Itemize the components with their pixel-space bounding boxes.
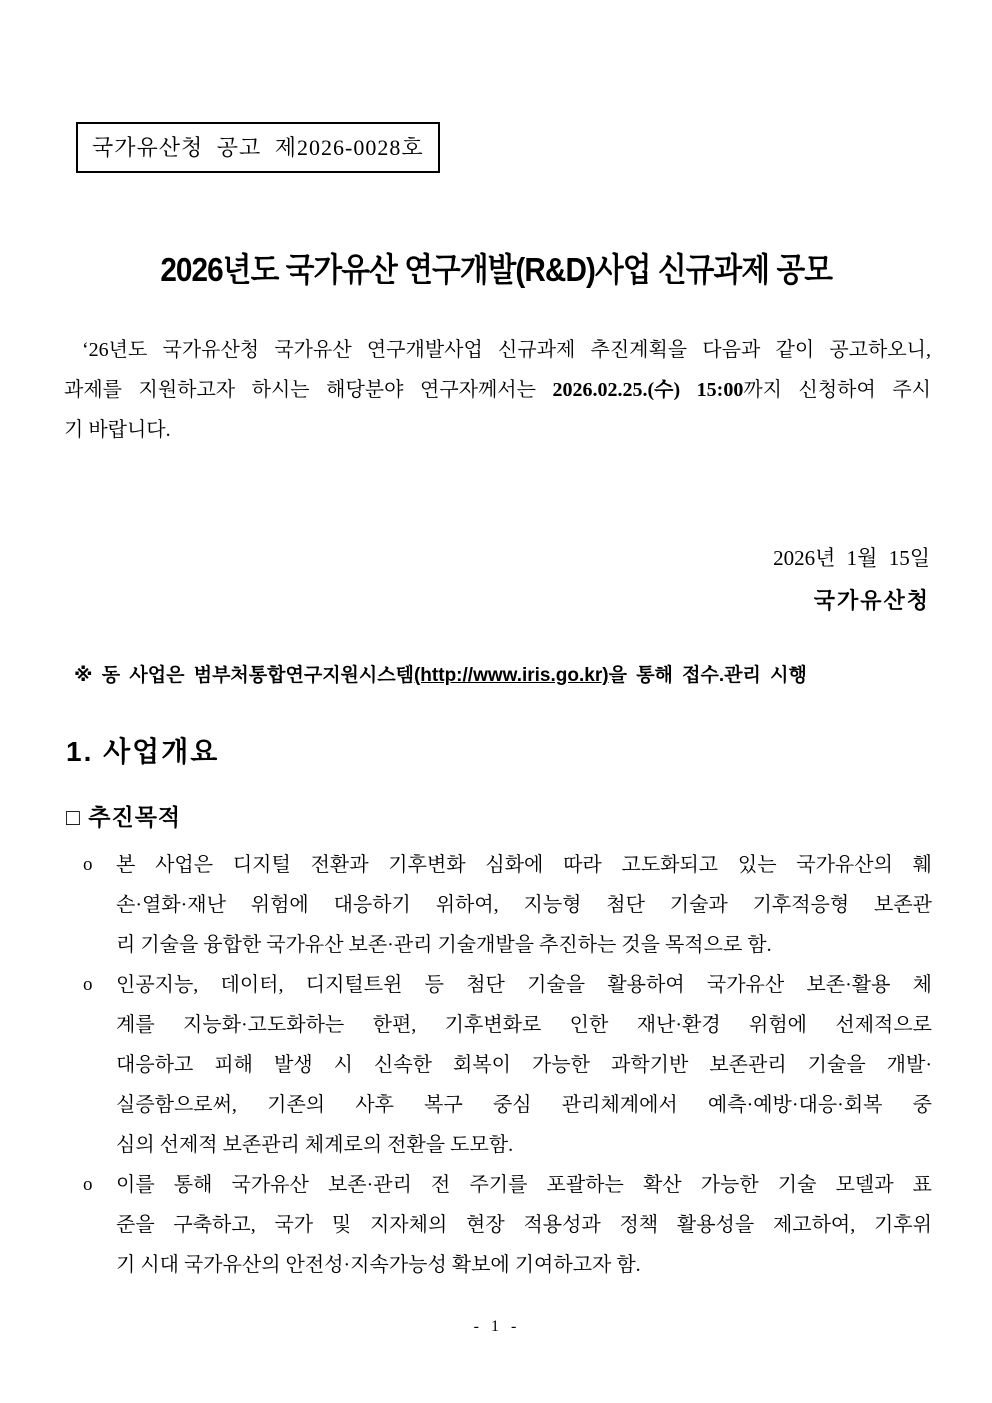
bullet-text <box>116 845 932 965</box>
bullet-text <box>116 1165 932 1285</box>
section-heading: 1. 사업개요 <box>66 736 220 767</box>
note-post: 을 통해 접수.관리 시행 <box>608 665 807 686</box>
title-wrap <box>0 244 992 291</box>
note-pre: ※ 동 사업은 범부처통합연구지원시스템 <box>74 665 414 686</box>
bullet-marker: o <box>83 854 93 875</box>
intro-paragraph <box>64 330 931 450</box>
bullet-marker: o <box>83 974 93 995</box>
bullet-text <box>116 965 932 1165</box>
submission-note <box>74 660 934 687</box>
bullet-line: 리 기술을 융합한 국가유산 보존·관리 기술개발을 추진하는 것을 목적으로 함. <box>116 934 772 956</box>
intro-line-post: 까지 신청하여 주시 <box>743 379 931 401</box>
bullet-marker: o <box>83 1174 93 1195</box>
iris-link[interactable]: (http://www.iris.go.kr) <box>413 665 609 686</box>
bullet-list <box>64 845 932 1285</box>
bullet-line: 이를 통해 국가유산 보존·관리 전 주기를 포괄하는 확산 가능한 기술 모델과 표 <box>116 1174 932 1196</box>
submission-deadline: 2026.02.25.(수) 15:00 <box>552 379 744 401</box>
bullet-line: 기 시대 국가유산의 안전성·지속가능성 확보에 기여하고자 함. <box>116 1254 641 1276</box>
page-number: - 1 - <box>473 1318 519 1335</box>
bullet-line: 준을 구축하고, 국가 및 지자체의 현장 적용성과 정책 활용성을 제고하여, 기후위 <box>116 1214 932 1236</box>
bullet-line: 인공지능, 데이터, 디지털트윈 등 첨단 기술을 활용하여 국가유산 보존·활용 체 <box>116 974 932 996</box>
bullet-item <box>64 1165 932 1285</box>
notice-number-box <box>76 122 440 173</box>
intro-line-pre: 과제를 지원하고자 하시는 해당분야 연구자께서는 <box>64 379 553 401</box>
bullet-item <box>64 965 932 1165</box>
intro-line <box>64 370 931 410</box>
intro-line: ‘26년도 국가유산청 국가유산 연구개발사업 신규과제 추진계획을 다음과 같이 공고하오니, <box>82 339 931 361</box>
bullet-line: 대응하고 피해 발생 시 신속한 회복이 가능한 과학기반 보존관리 기술을 개발· <box>116 1054 932 1076</box>
issuing-agency: 국가유산청 <box>813 588 930 613</box>
announcement-date: 2026년 1월 15일 <box>773 546 930 570</box>
subsection-heading: □ 추진목적 <box>66 804 182 830</box>
notice-number: 국가유산청 공고 제2026-0028호 <box>92 135 424 160</box>
bullet-line: 심의 선제적 보존관리 체계로의 전환을 도모함. <box>116 1134 514 1156</box>
bullet-line: 본 사업은 디지털 전환과 기후변화 심화에 따라 고도화되고 있는 국가유산의 훼 <box>116 854 932 876</box>
page-title: 2026년도 국가유산 연구개발(R&D)사업 신규과제 공모 <box>160 251 832 288</box>
bullet-line: 실증함으로써, 기존의 사후 복구 중심 관리체계에서 예측·예방·대응·회복 중 <box>116 1094 932 1116</box>
bullet-line: 계를 지능화·고도화하는 한편, 기후변화로 인한 재난·환경 위험에 선제적으로 <box>116 1014 932 1036</box>
bullet-item <box>64 845 932 965</box>
bullet-line: 손·열화·재난 위험에 대응하기 위하여, 지능형 첨단 기술과 기후적응형 보존관 <box>116 894 932 916</box>
intro-line: 기 바랍니다. <box>64 419 171 441</box>
